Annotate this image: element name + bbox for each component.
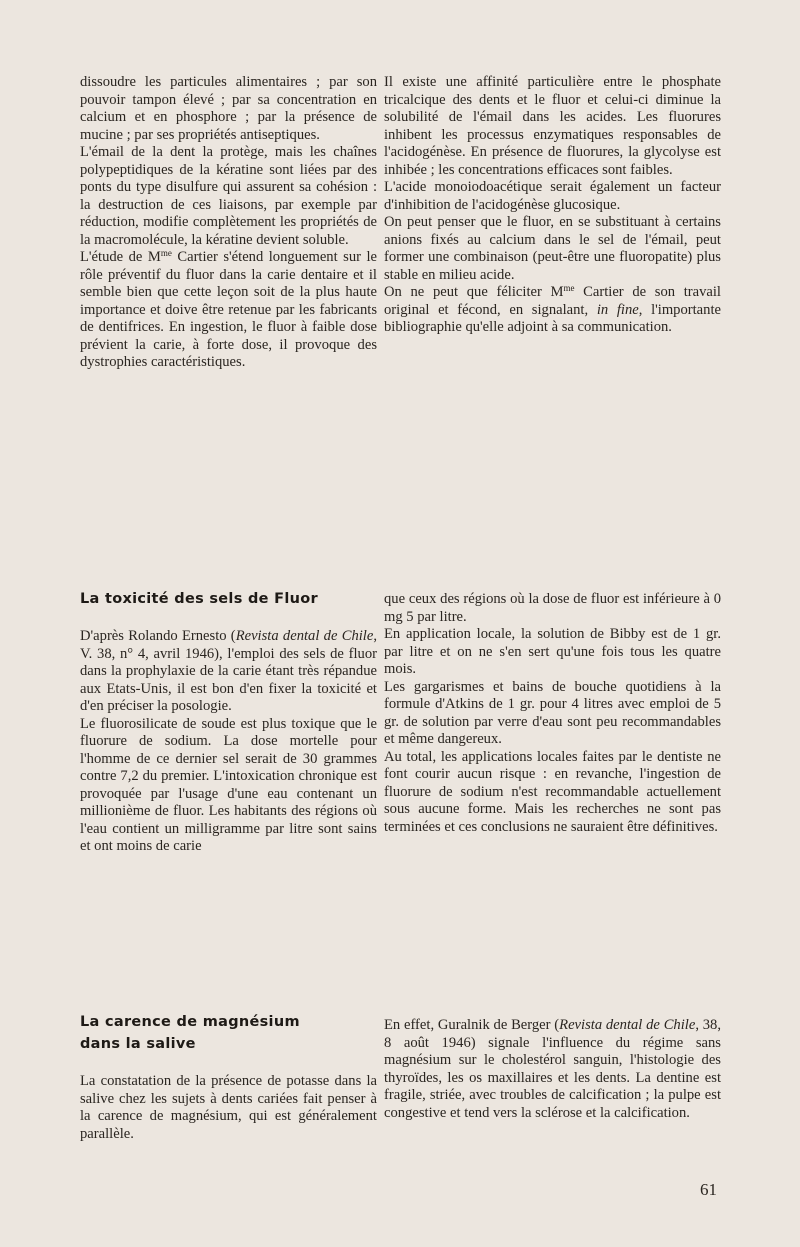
paragraph: Au total, les applications locales faites par le dentiste ne font courir aucun risque : en revanche, l'ingestion de fluorure de sodium n'est recommandable actuellement sous aucune forme. Mais les recherches ne sont pas terminées et ces conclusions ne sauraient être définitives. — [384, 748, 721, 835]
section1-left-column — [80, 74, 377, 372]
paragraph: En application locale, la solution de Bibby est de 1 gr. par litre et on ne s'en sert qu'une fois tous les quatre mois. — [384, 626, 721, 677]
paragraph: L'étude de $M^{me}$ Cartier s'étend longuement sur le rôle préventif du fluor dans la carie dentaire et il semble bien que cette leçon soit de la plus haute importance et doive être retenue par les fabricants de dentifrices. En ingestion, le fluor à faible dose prévient la carie, à forte dose, il provoque des dystrophies caractéristiques. — [80, 248, 377, 370]
paragraph: Il existe une affinité particulière entre le phosphate tricalcique des dents et le fluor et celui-ci diminue la solubilité de l'émail dans les acides. Les fluorures inhibent les processus enzymatiques responsables de l'acidogénèse. En présence de fluorures, la glycolyse est inhibée ; les concentrations efficaces sont faibles. — [384, 74, 721, 178]
section-heading-line: dans la salive — [80, 1036, 196, 1052]
paragraph: L'acide monoiodoacétique serait également un facteur d'inhibition de l'acidogénèse glucosique. — [384, 179, 721, 213]
section3-left-column — [80, 1073, 377, 1143]
section-heading — [80, 1011, 380, 1055]
paragraph: En effet, Guralnik de Berger (Revista dental de Chile, 38, 8 août 1946) signale l'influence du régime sans magnésium sur le cholestérol sanguin, l'histologie des thyroïdes, les os maxillaires et les dents. La dentine est fragile, striée, avec troubles de calcification ; la pulpe est congestive et tend vers la sclérose et la calcification. — [384, 1017, 721, 1121]
paragraph: La constatation de la présence de potasse dans la salive chez les sujets à dents cariées fait penser à la carence de magnésium, qui est généralement parallèle. — [80, 1073, 377, 1142]
section-heading: La toxicité des sels de Fluor — [80, 591, 318, 607]
section2-right-column — [384, 591, 721, 836]
section1-right-column — [384, 74, 721, 337]
paragraph: On ne peut que féliciter $M^{me}$ Cartier de son travail original et fécond, en signalant, in fine, l'importante bibliographie qu'elle adjoint à sa communication. — [384, 283, 721, 335]
paragraph: Les gargarismes et bains de bouche quotidiens à la formule d'Atkins de 1 gr. pour 4 litres avec emploi de 5 gr. de solution par verre d'eau sont peu recommandables et même dangereux. — [384, 678, 721, 747]
paragraph: L'émail de la dent la protège, mais les chaînes polypeptidiques de la kératine sont liées par des ponts du type disulfure qui assurent sa cohésion : la destruction de ces liaisons, par exemple par réduction, modifie complètement les propriétés de la macromolécule, la kératine devient soluble. — [80, 144, 377, 248]
paragraph: Le fluorosilicate de soude est plus toxique que le fluorure de sodium. La dose mortelle pour l'homme de ce dernier sel serait de 30 grammes contre 7,2 du premier. L'intoxication chronique est provoquée par l'usage d'une eau contenant un millionième de fluor. Les habitants des régions où l'eau contient un milligramme par litre sont sains et ont moins de carie — [80, 715, 377, 854]
page-number: 61 — [700, 1180, 717, 1199]
section-heading-line: La carence de magnésium — [80, 1014, 300, 1030]
paragraph: On peut penser que le fluor, en se substituant à certains anions fixés au calcium dans le sel de l'émail, peut former une combinaison (peut-être une fluoropatite) plus stable en milieu acide. — [384, 214, 721, 283]
paragraph: que ceux des régions où la dose de fluor est inférieure à 0 mg 5 par litre. — [384, 591, 721, 625]
paragraph: D'après Rolando Ernesto (Revista dental de Chile, V. 38, n° 4, avril 1946), l'emploi des sels de fluor dans la prophylaxie de la carie étant très répandue aux Etats-Unis, il est bon d'en fixer la toxicité et d'en préciser la posologie. — [80, 628, 377, 714]
paragraph: dissoudre les particules alimentaires ; par son pouvoir tampon élevé ; par sa concentration en calcium et en phosphore ; par la présence de mucine ; par ses propriétés antiseptiques. — [80, 74, 377, 143]
section3-right-column — [384, 1017, 721, 1122]
section2-left-column — [80, 628, 377, 856]
